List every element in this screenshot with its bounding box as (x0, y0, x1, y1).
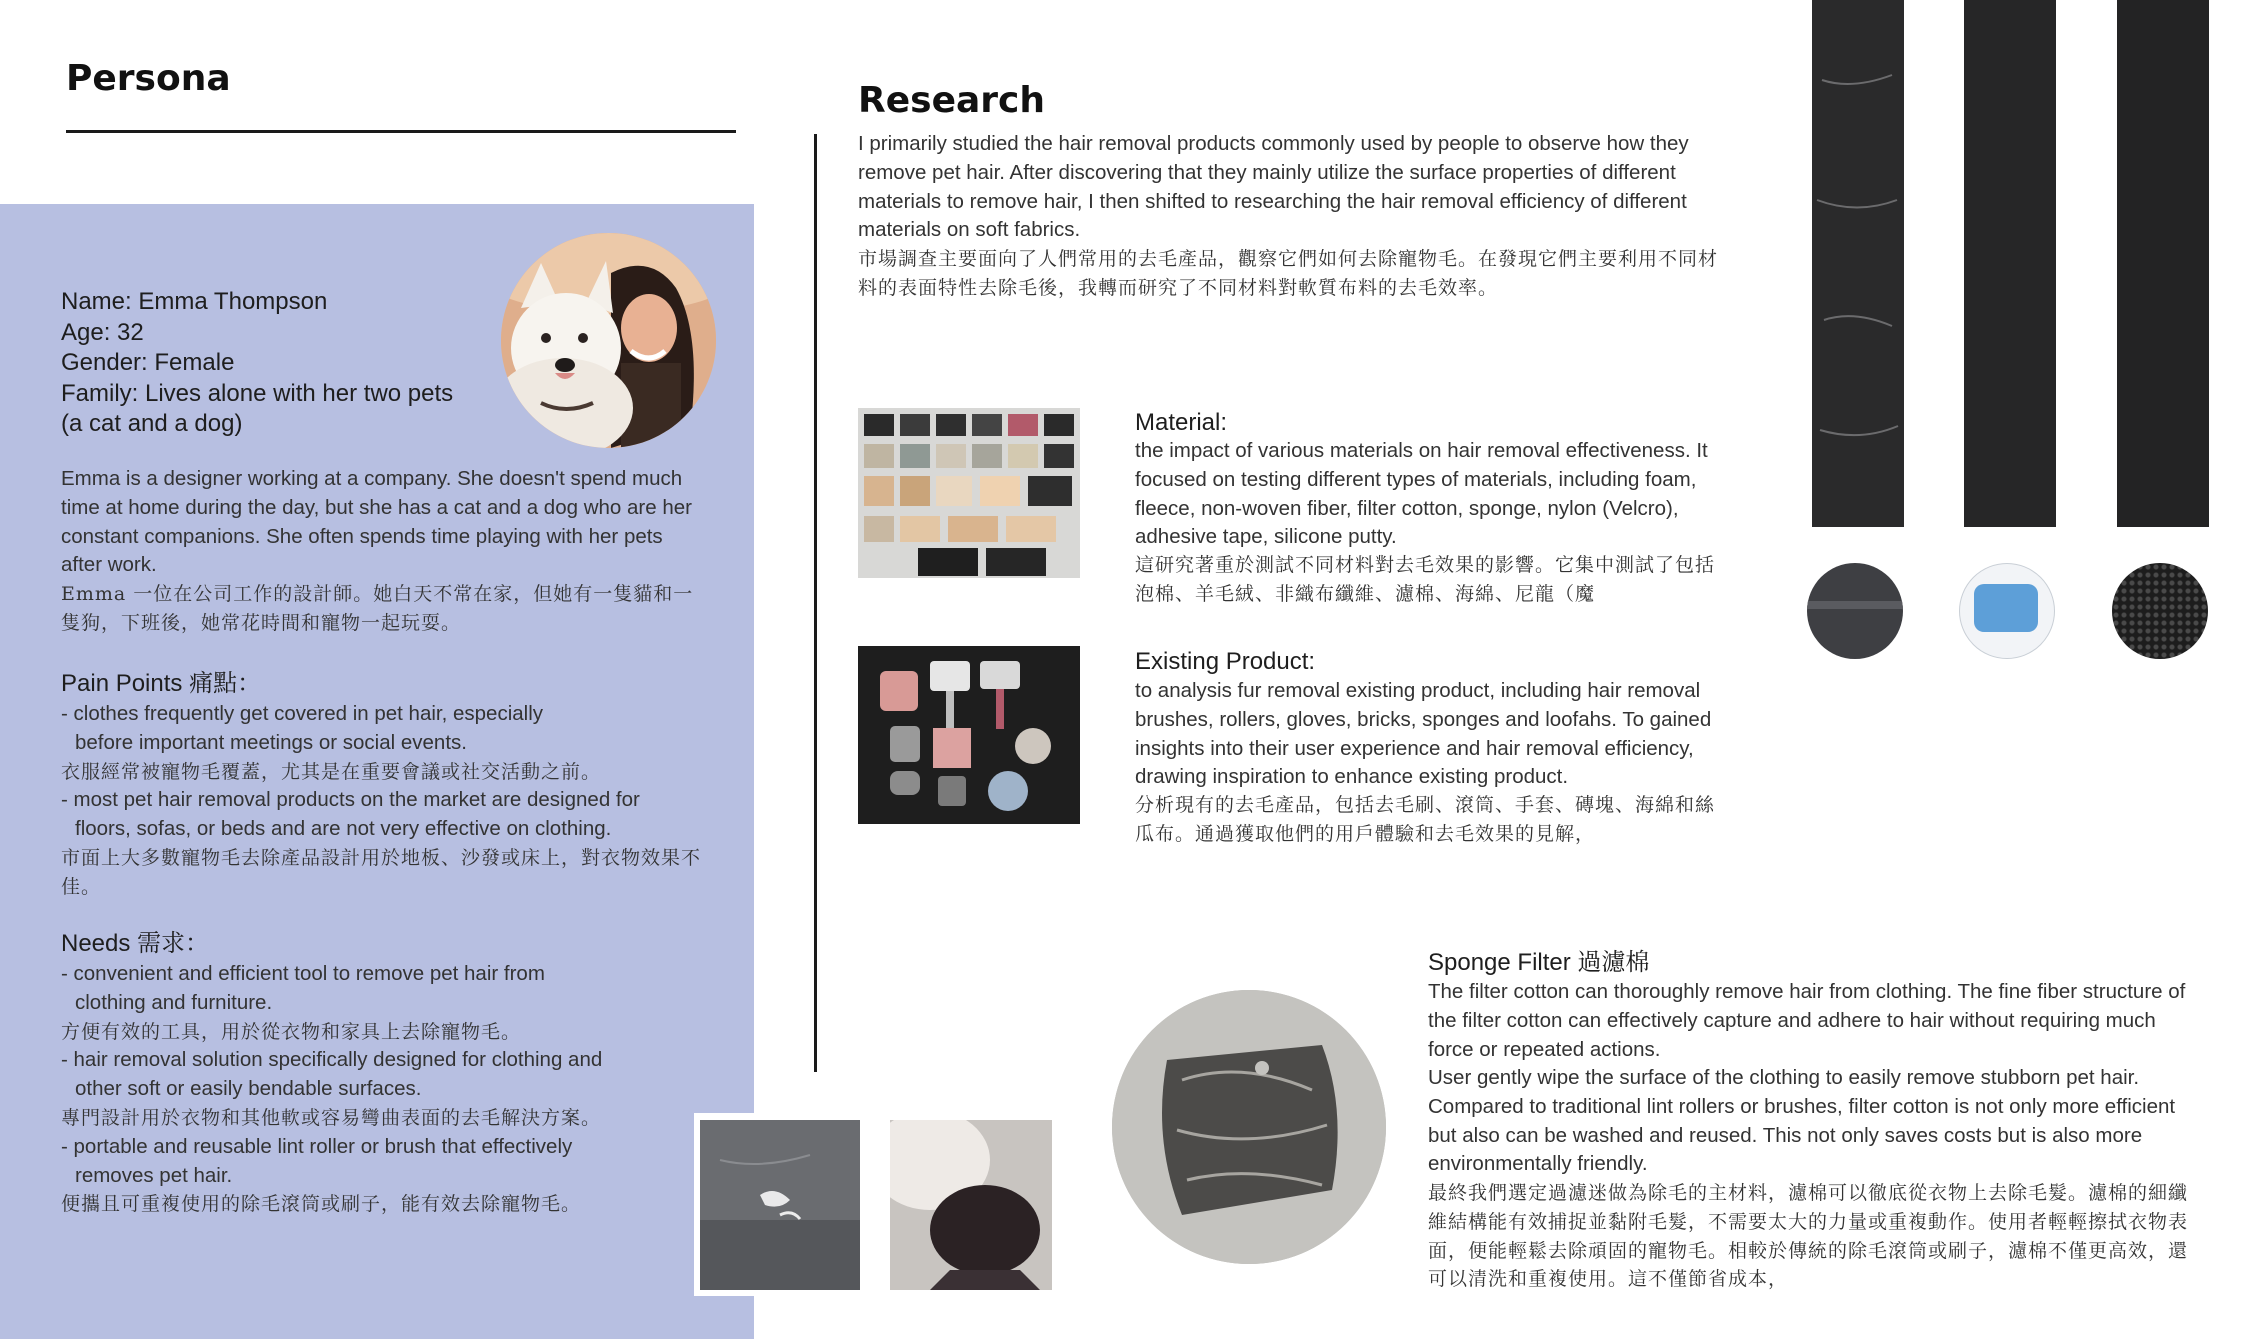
sponge-filter-en-2: User gently wipe the surface of the clothing to easily remove stubborn pet hair. Compared to traditional lint rollers or brushes, filter cotton is not only more efficient but also can be washed and reused. This not only saves costs but is also more environmentally friendly. (1428, 1066, 2176, 1176)
pain-point-1-en: - clothes frequently get covered in pet hair, especially before important meetings or social events. (61, 702, 544, 754)
pet-hair-on-fabric-photo (700, 1120, 860, 1290)
material-zh: 這研究著重於測試不同材料對去毛效果的影響。它集中測試了包括泡棉、羊毛絨、非織布纖維、濾棉、海綿、尼龍（魔 (1135, 554, 1716, 605)
pain-point-2-en: - most pet hair removal products on the market are designed for floors, sofas, or beds and are not very effective on clothing. (61, 788, 640, 841)
cat-brush-image (890, 1120, 1052, 1290)
material-en: the impact of various materials on hair removal effectiveness. It focused on testing different types of materials, including foam, fleece, non-woven fiber, filter cotton, sponge, nylon (Velcro), adhesive tape, silicone putty. (1135, 439, 1708, 549)
persona-name: Name: Emma Thompson (61, 288, 328, 315)
pain-point-1-zh: 衣服經常被寵物毛覆蓋，尤其是在重要會議或社交活動之前。 (61, 760, 602, 783)
material-label: Material: (1135, 409, 1228, 436)
hairy-sponge-image (1112, 990, 1386, 1264)
sponge-filter-zh: 最終我們選定過濾迷做為除毛的主材料，濾棉可以徹底從衣物上去除毛髮。濾棉的細纖維結構能有效捕捉並黏附毛髮，不需要太大的力量或重複動作。使用者輕輕擦拭衣物表面，便能輕鬆去除頑固的寵物毛。相較於傳統的除毛滾筒或刷子，濾棉不僅更高效，還可以清洗和重複使用。這不僅節省成本， (1428, 1182, 2189, 1291)
fabric-strip-3 (2117, 0, 2209, 527)
material-samples-photo (858, 408, 1080, 578)
fabric-strip-2 (1964, 0, 2056, 527)
existing-products-photo (858, 646, 1080, 824)
persona-bio-zh: Emma 一位在公司工作的設計師。她白天不常在家，但她有一隻貓和一隻狗，下班後，她常花時間和寵物一起玩耍。 (61, 583, 694, 634)
persona-bio-en: Emma is a designer working at a company. She doesn't spend much time at home during the day, but she has a cat and a dog who are her constant companions. She often spends time playing with her pets after work. (61, 467, 692, 577)
need-3-en: - portable and reusable lint roller or brush that effectively removes pet hair. (61, 1134, 573, 1187)
material-samples-image (858, 408, 1080, 578)
sponge-sample-block (1974, 584, 2038, 632)
persona-family: Family: Lives alone with her two pets (61, 379, 454, 407)
persona-gender: Gender: Female (61, 349, 235, 376)
existing-product-en: to analysis fur removal existing product, including hair removal brushes, rollers, gloves, bricks, sponges and loofahs. To gained insights into their user experience and hair removal efficiency, drawing inspiration to enhance existing product. (1135, 679, 1712, 789)
existing-product-zh: 分析現有的去毛產品，包括去毛刷、滾筒、手套、磚塊、海綿和絲瓜布。通過獲取他們的用戶體驗和去毛效果的見解， (1135, 794, 1716, 845)
research-heading: Research (858, 80, 1045, 121)
pet-hair-fabric-image (700, 1120, 860, 1290)
need-2-en: - hair removal solution specifically designed for clothing and other soft or easily bendable surfaces. (61, 1048, 603, 1101)
need-2-zh: 專門設計用於衣物和其他軟或容易彎曲表面的去毛解決方案。 (61, 1106, 602, 1129)
persona-details (61, 287, 501, 440)
avatar (501, 233, 716, 448)
research-intro-en: I primarily studied the hair removal products commonly used by people to observe how they remove pet hair. After discovering that they mainly utilize the surface properties of different materials to remove hair, I then shifted to researching the hair removal efficiency of different materials on soft fabrics. (858, 132, 1689, 242)
cat-and-brush-photo (890, 1120, 1052, 1290)
pain-point-2-zh: 市面上大多數寵物毛去除產品設計用於地板、沙發或床上，對衣物效果不佳。 (61, 846, 702, 898)
sponge-filter-photo (1112, 990, 1386, 1264)
fabric-strip-1 (1812, 0, 1904, 527)
sponge-sample (1959, 563, 2055, 659)
need-1-en: - convenient and efficient tool to remove pet hair from clothing and furniture. (61, 962, 545, 1014)
foam-sample (1807, 563, 1903, 659)
research-intro-zh: 市場調查主要面向了人們常用的去毛產品，觀察它們如何去除寵物毛。在發現它們主要利用不同材料的表面特性去除毛後，我轉而研究了不同材料對軟質布料的去毛效率。 (858, 248, 1719, 299)
sponge-filter-en-1: The filter cotton can thoroughly remove hair from clothing. The fine fiber structure of the filter cotton can effectively capture and adhere to hair without requiring much force or repeated actions. (1428, 980, 2186, 1061)
woman-with-dog-photo (501, 233, 716, 448)
foam-sample-stripe (1807, 601, 1903, 609)
persona-family-detail: (a cat and a dog) (61, 410, 243, 437)
needs-label: Needs 需求： (61, 930, 210, 957)
filter-cotton-sample (2112, 563, 2208, 659)
research-divider (814, 134, 817, 1072)
persona-age: Age: 32 (61, 318, 144, 346)
existing-product-label: Existing Product: (1135, 648, 1316, 675)
need-1-zh: 方便有效的工具，用於從衣物和家具上去除寵物毛。 (61, 1020, 522, 1043)
need-3-zh: 便攜且可重複使用的除毛滾筒或刷子，能有效去除寵物毛。 (61, 1193, 582, 1216)
persona-heading-rule (66, 130, 736, 133)
persona-heading: Persona (66, 58, 231, 99)
fabric-hair-texture-1 (1812, 0, 1904, 527)
existing-products-image (858, 646, 1080, 824)
sponge-filter-label: Sponge Filter 過濾棉 (1428, 949, 1650, 976)
needs-list (61, 960, 701, 1219)
pain-points-label: Pain Points 痛點： (61, 670, 262, 697)
pain-points-list (61, 700, 701, 902)
